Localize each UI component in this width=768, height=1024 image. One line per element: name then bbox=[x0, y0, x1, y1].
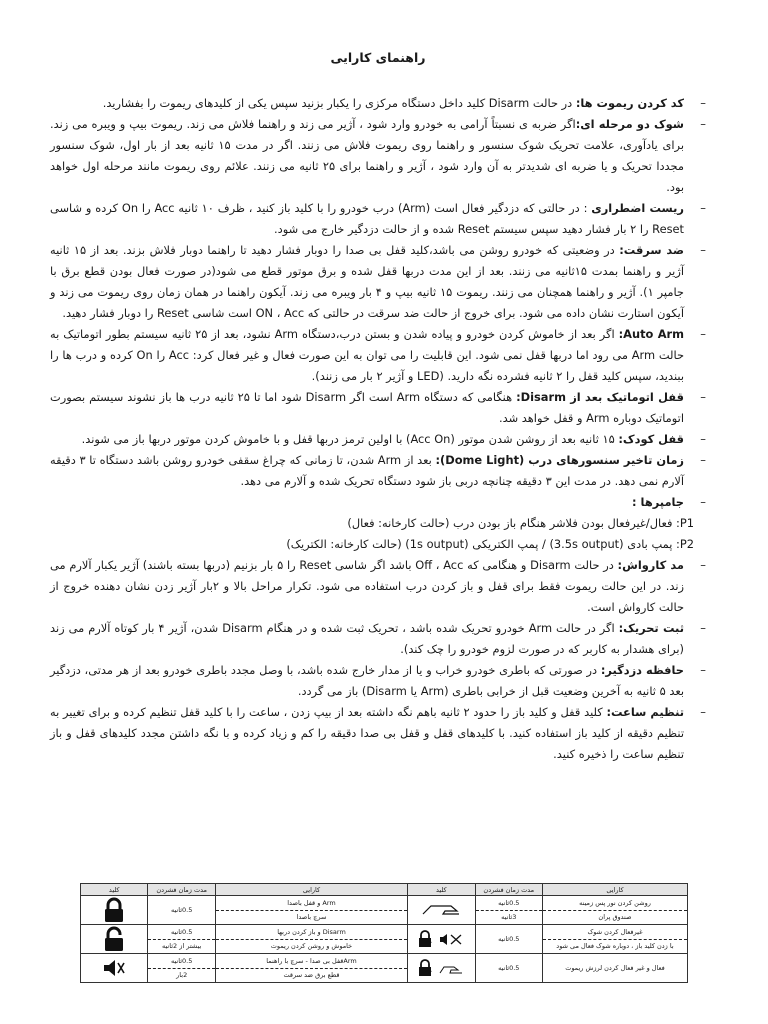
list-item bbox=[50, 324, 706, 387]
duration-cell-line: 0.5ثانیه bbox=[498, 934, 520, 943]
list-item bbox=[50, 618, 706, 660]
table-row bbox=[81, 896, 688, 925]
item-heading: کد کردن ریموت ها: bbox=[575, 96, 684, 110]
item-text: در وضعیتی که خودرو روشن می باشد،کلید قفل بی صدا را دوبار فشار دهید تا راهنما دوبار فلاش بزند. بعد از ۱۵ ثانیه آژیر و راهنما بمدت ۱۵ثانیه می زنند. بعد از این مدت دربها قفل شده و برق موتور قطع می شود(در صورت فعال بودن قطع برق با جامپر ۱). آژیر و راهنما همچنان می زنند. ریموت ۱۵ ثانیه بیپ و ۴ بار ویبره می زند. آیکون راهنما در همان زمان روی ریموت می زند و آیکون استارت نشان داده می شود. برای خروج از حالت ضد سرقت در حالتی که ON ، Acc است شاسی Reset را دوبار فشار دهید. bbox=[50, 243, 684, 320]
list-item bbox=[50, 198, 706, 240]
list-item bbox=[50, 534, 706, 555]
duration-cell bbox=[148, 896, 215, 925]
function-cell-line: غیرفعال کردن شوک bbox=[543, 926, 687, 940]
list-item bbox=[50, 114, 706, 198]
duration-cell-line: 0.5ثانیه bbox=[148, 955, 214, 969]
key-cell bbox=[81, 896, 148, 925]
item-text: بعد از Arm شدن، تا زمانی که چراغ سقفی خودرو روشن باشد دستگاه تا ۳ دقیقه آلارم نمی دهد. در مدت این ۳ دقیقه چنانچه دربی باز شود دستگاه تحریک شده و آلارم می دهد. bbox=[50, 453, 684, 488]
duration-cell-line: 0.5ثانیه bbox=[170, 905, 193, 914]
duration-cell bbox=[475, 954, 542, 983]
header-duration-left: مدت زمان فشردن bbox=[148, 884, 215, 896]
function-cell bbox=[215, 896, 407, 925]
table-row bbox=[81, 925, 688, 954]
list-item bbox=[50, 492, 706, 513]
function-cell bbox=[215, 925, 407, 954]
key-function-table bbox=[80, 883, 688, 983]
list-item bbox=[50, 702, 706, 765]
function-cell-line: قطع برق ضد سرقت bbox=[283, 970, 340, 979]
key-cell bbox=[81, 954, 148, 983]
item-heading: ثبت تحریک: bbox=[618, 621, 684, 635]
mute-icon bbox=[81, 957, 147, 979]
function-cell-line: روشن کردن نور پس زمینه bbox=[543, 897, 687, 911]
function-cell-line: سرچ باصدا bbox=[296, 912, 327, 921]
item-text: در حالت Disarm و هنگامی که Off ، Acc باشد اگر شاسی Reset را ۵ بار بزنیم (دربها بسته باشند) آژیر یکبار آلارم می زند. در این حالت ریموت فقط برای قفل و باز کردن درب استفاده می شود. تکرار مراحل بالا و ۲بار آژیر زدن نشان دهنده خروج از حالت کارواش است. bbox=[50, 558, 684, 614]
table-row bbox=[81, 954, 688, 983]
duration-cell bbox=[475, 896, 542, 925]
duration-cell-line: 0.5ثانیه bbox=[148, 926, 214, 940]
item-text: هنگامی که دستگاه Arm است اگر Disarm شود اما تا ۲۵ ثانیه درب ها باز نشوند سیستم بصورت اتوماتیک دوباره Arm و قفل خواهد شد. bbox=[50, 390, 684, 425]
function-cell-line: Armقفل بی صدا - سرچ با راهنما bbox=[216, 955, 407, 969]
key-cell bbox=[408, 896, 475, 925]
item-text: P2: پمپ بادی (3.5s output) / پمپ الکتریکی (1s output) (حالت کارخانه: الکتریک) bbox=[286, 537, 694, 551]
item-heading: شوک دو مرحله ای: bbox=[575, 117, 684, 131]
item-heading: ریست اضطراری bbox=[591, 201, 684, 215]
item-text: اگر ضربه ی نسبتاً آرامی به خودرو وارد شود ، آژیر می زند و راهنما فلاش می زند. ریموت بیپ و ویبره می زند. برای یادآوری، علامت تحریک شوک سنسور و راهنما روی ریموت فلاش می زنند. اگر در مدت ۱۵ ثانیه بعد از بار اول، شوک سنسور مجددا تحریک و یا ضربه ای شدیدتر به آن وارد شود ، آژیر و راهنما برای ۲۵ ثانیه می زنند. علائم روی ریموت مانند مرحله اول خواهد بود. bbox=[50, 117, 684, 194]
duration-cell bbox=[148, 954, 215, 983]
key-cell bbox=[81, 925, 148, 954]
instructions-list bbox=[50, 93, 706, 765]
list-item bbox=[50, 450, 706, 492]
header-duration-right: مدت زمان فشردن bbox=[475, 884, 542, 896]
duration-cell-line: 0.5ثانیه bbox=[498, 963, 520, 972]
list-item bbox=[50, 93, 706, 114]
function-cell-line: با زدن کلید باز ، دوباره شوک فعال می شود bbox=[556, 941, 674, 950]
svg-text:+: + bbox=[425, 967, 433, 977]
function-cell-line: Disarm و باز کردن دربها bbox=[216, 926, 407, 940]
duration-cell bbox=[475, 925, 542, 954]
page-title: راهنمای کارایی bbox=[330, 50, 426, 65]
item-text: کلید قفل و کلید باز را حدود ۲ ثانیه باهم نگه داشته بعد از بیپ زدن ، ساعت را با کلید قفل تنظیم کرده و برای تغییر به تنظیم دقیقه از کلید باز استفاده کنید. با کلیدهای قفل و قفل بی صدا دقیقه را کم و زیاد کرده و با نگه داشتن مجدد کلیدهای قفل و باز تنظیم ساعت را ذخیره کنید. bbox=[50, 705, 684, 761]
list-item bbox=[50, 429, 706, 450]
function-cell bbox=[215, 954, 407, 983]
lock-trunk-combo-icon bbox=[408, 959, 474, 977]
header-key-right: کلید bbox=[408, 884, 475, 896]
function-cell bbox=[542, 896, 687, 925]
function-cell bbox=[542, 925, 687, 954]
duration-cell-line: بیشتر از 2ثانیه bbox=[161, 941, 202, 950]
item-heading: قفل کودک: bbox=[618, 432, 684, 446]
item-heading: جامپرها : bbox=[632, 495, 684, 509]
item-text: اگر بعد از خاموش کردن خودرو و پیاده شدن و بستن درب،دستگاه Arm نشود، بعد از ۲۵ ثانیه سیستم بطور اتوماتیک به حالت Arm می رود اما دربها قفل نمی شود. این قابلیت را می توان به این صورت فعال و غیر فعال کرد: Acc را On کرده و درب ها را ببندید، سپس کلید قفل را ۲ ثانیه فشرده نگه دارید. (LED و آژیر ۲ بار می زنند). bbox=[50, 327, 684, 383]
header-function-left: کارایی bbox=[215, 884, 407, 896]
trunk-key-icon bbox=[408, 902, 474, 918]
svg-text:+: + bbox=[425, 938, 433, 948]
unlock-icon bbox=[81, 926, 147, 952]
duration-cell-line: 0.5ثانیه bbox=[476, 897, 542, 911]
item-text: اگر در حالت Arm خودرو تحریک شده باشد ، تحریک ثبت شده و در هنگام Disarm شدن، آژیر ۴ بار کوتاه آلارم می زند (برای هشدار به کاربر که در صورت لزوم خودرو را چک کند). bbox=[50, 621, 684, 656]
item-heading: Auto Arm: bbox=[618, 327, 684, 341]
item-heading: زمان تاخیر سنسورهای درب (Dome Light): bbox=[435, 453, 684, 467]
list-item bbox=[50, 660, 706, 702]
function-cell-line: فعال و غیر فعال کردن لرزش ریموت bbox=[565, 963, 665, 972]
item-text: P1: فعال/غیرفعال بودن فلاشر هنگام باز بودن درب (حالت کارخانه: فعال) bbox=[347, 516, 694, 530]
list-item bbox=[50, 240, 706, 324]
lock-mute-combo-icon bbox=[408, 930, 474, 948]
item-heading: حافظه دزدگیر: bbox=[600, 663, 685, 677]
key-cell bbox=[408, 954, 475, 983]
duration-cell-line: 3ثانیه bbox=[501, 912, 517, 921]
function-cell bbox=[542, 954, 687, 983]
lock-icon bbox=[81, 897, 147, 923]
item-text: ۱۵ ثانیه بعد از روشن شدن موتور (Acc On) با اولین ترمز دربها قفل و با خاموش کردن موتور دربها باز می شوند. bbox=[81, 432, 619, 446]
function-cell-line: صندوق پران bbox=[598, 912, 632, 921]
item-text: : در حالتی که دزدگیر فعال است (Arm) درب خودرو را با کلید باز کنید ، ظرف ۱۰ ثانیه Acc را On کرده و شاسی Reset را ۲ بار فشار دهید سپس سیستم Reset شده و از حالت دزدگیر خارج می شود. bbox=[50, 201, 684, 236]
item-text: در حالت Disarm کلید داخل دستگاه مرکزی را یکبار بزنید سپس یکی از کلیدهای ریموت را بفشارید. bbox=[102, 96, 576, 110]
header-function-right: کارایی bbox=[542, 884, 687, 896]
table-header-row bbox=[81, 884, 688, 896]
item-heading: قفل اتوماتیک بعد از Disarm: bbox=[516, 390, 684, 404]
list-item bbox=[50, 555, 706, 618]
item-heading: مد کارواش: bbox=[617, 558, 684, 572]
item-heading: تنظیم ساعت: bbox=[606, 705, 684, 719]
function-cell-line: خاموش و روشن کردن ریموت bbox=[270, 941, 353, 950]
item-text: در صورتی که باطری خودرو خراب و یا از مدار خارج شده باشد، با وصل مجدد باطری خودرو بعد از هر مدتی، دزدگیر بعد ۵ ثانیه به آخرین وضعیت قبل از خرابی باطری (Arm یا Disarm) باز می گردد. bbox=[50, 663, 684, 698]
key-cell bbox=[408, 925, 475, 954]
duration-cell-line: 2بار bbox=[176, 970, 188, 979]
function-cell-line: Arm و قفل باصدا bbox=[216, 897, 407, 911]
header-key-left: کلید bbox=[81, 884, 148, 896]
duration-cell bbox=[148, 925, 215, 954]
list-item bbox=[50, 513, 706, 534]
item-heading: ضد سرقت: bbox=[619, 243, 684, 257]
list-item bbox=[50, 387, 706, 429]
